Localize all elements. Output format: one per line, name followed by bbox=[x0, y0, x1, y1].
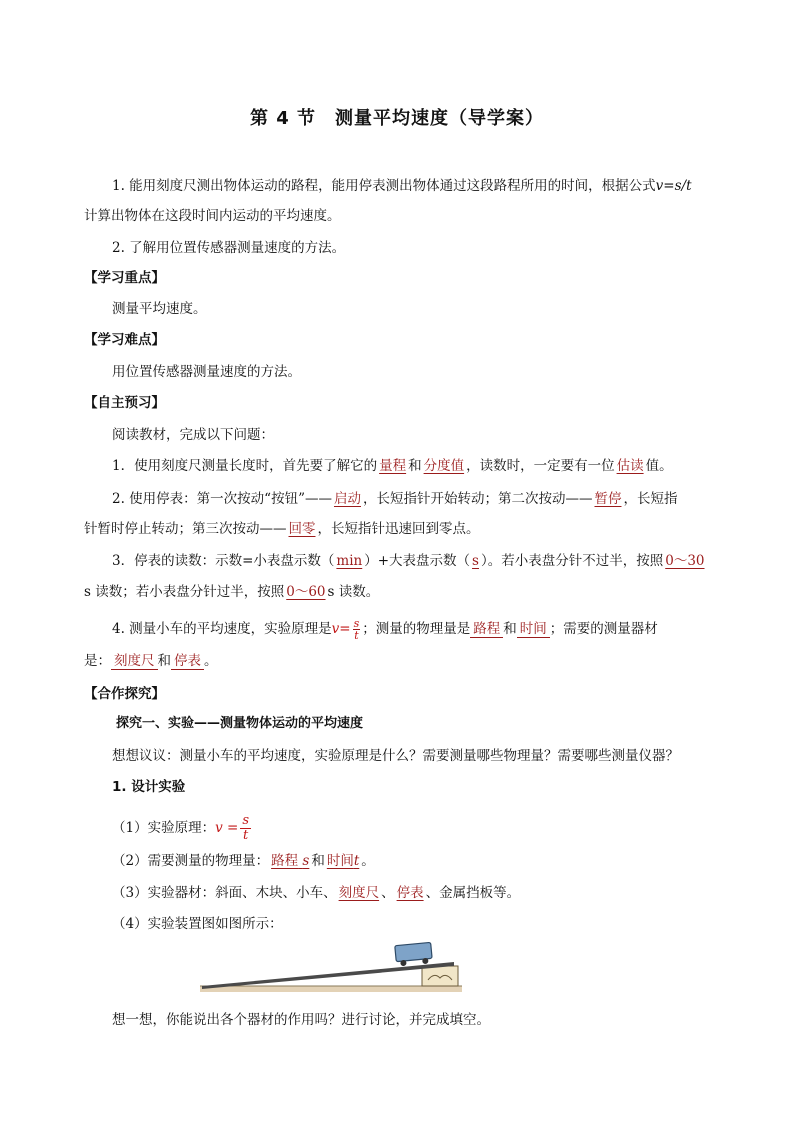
answer-reset: 回零 bbox=[288, 521, 316, 537]
answer-estimate: 估读 bbox=[616, 458, 644, 474]
principle-fraction: $\frac{s}{t}$ bbox=[242, 813, 249, 843]
answer-s: s bbox=[472, 553, 479, 569]
preview-q4: 4. 测量小车的平均速度，实验原理是v= $\frac{s}{t}$ ；测量的物理量是 路程 和 时间 ；需要的测量器材 bbox=[112, 617, 658, 642]
preview-intro: 阅读教材，完成以下问题： bbox=[112, 427, 274, 443]
answer-start: 启动 bbox=[333, 491, 361, 507]
answer-range: 量程 bbox=[379, 458, 407, 474]
step-principle: （1）实验原理：v = $\frac{s}{t}$ bbox=[112, 813, 249, 843]
think-text: 想一想，你能说出各个器材的作用吗？进行讨论，并完成填空。 bbox=[112, 1012, 490, 1028]
preview-q2: 2. 使用停表：第一次按动“按钮”—— 启动 ，长短指针开始转动；第二次按动—— 暂停 ，长短指 bbox=[112, 491, 678, 507]
answer-min: min bbox=[336, 553, 363, 569]
objective-1-cont: 计算出物体在这段时间内运动的平均速度。 bbox=[84, 208, 341, 224]
incline-board bbox=[202, 962, 454, 989]
preview-q2-cont: 针暂时停止转动；第三次按动—— 回零 ，长短指针迅速回到零点。 bbox=[84, 521, 480, 537]
answer-time: 时间 bbox=[517, 621, 550, 638]
answer-ruler-2: 刻度尺 bbox=[338, 885, 380, 901]
inquiry-title: 探究一、实验——测量物体运动的平均速度 bbox=[116, 716, 364, 731]
formula-fraction: $\frac{s}{t}$ bbox=[353, 617, 360, 642]
design-heading: 1. 设计实验 bbox=[112, 779, 186, 795]
page-title: 第 4 节 测量平均速度（导学案） bbox=[249, 108, 545, 129]
answer-distance-s: 路程 s bbox=[271, 853, 310, 869]
table-surface bbox=[200, 986, 462, 992]
preview-heading: 【自主预习】 bbox=[84, 395, 165, 411]
answer-range-30: 0～30 bbox=[665, 553, 705, 569]
difficulty-text: 用位置传感器测量速度的方法。 bbox=[112, 364, 301, 380]
cooperate-heading: 【合作探究】 bbox=[84, 686, 165, 702]
preview-q3: 3．停表的读数：示数=小表盘示数（ min ）+大表盘示数（ s ）。若小表盘分针不过半，按照 0～30 bbox=[112, 553, 705, 569]
key-point-text: 测量平均速度。 bbox=[112, 301, 207, 317]
step-equipment: （3）实验器材：斜面、木块、小车、 刻度尺 、 停表 、金属挡板等。 bbox=[112, 885, 521, 901]
formula-inline: v=s/t bbox=[655, 178, 692, 194]
incline-apparatus-diagram bbox=[196, 936, 466, 998]
wooden-block bbox=[422, 966, 458, 986]
answer-ruler: 刻度尺 bbox=[111, 653, 158, 670]
answer-stopwatch: 停表 bbox=[171, 653, 204, 670]
answer-time-t: 时间t bbox=[326, 853, 360, 869]
answer-range-60: 0～60 bbox=[286, 584, 326, 600]
discuss-text: 想想议议：测量小车的平均速度，实验原理是什么？需要测量哪些物理量？需要哪些测量仪器？ bbox=[112, 748, 679, 764]
toy-cart bbox=[395, 942, 433, 966]
answer-pause: 暂停 bbox=[594, 491, 622, 507]
preview-q4-cont: 是： 刻度尺 和 停表 。 bbox=[84, 653, 218, 669]
objective-2: 2. 了解用位置传感器测量速度的方法。 bbox=[112, 240, 346, 256]
key-point-heading: 【学习重点】 bbox=[84, 270, 165, 286]
answer-distance: 路程 bbox=[470, 621, 503, 638]
step-quantities: （2）需要测量的物理量： 路程 s 和 时间t 。 bbox=[112, 853, 375, 869]
answer-stopwatch-2: 停表 bbox=[396, 885, 424, 901]
step-diagram-intro: （4）实验装置图如图所示： bbox=[112, 916, 283, 932]
preview-q3-cont: s 读数；若小表盘分针过半，按照 0～60 s 读数。 bbox=[84, 584, 380, 600]
answer-division: 分度值 bbox=[423, 458, 465, 474]
difficulty-heading: 【学习难点】 bbox=[84, 332, 165, 348]
objective-1: 1. 能用刻度尺测出物体运动的路程，能用停表测出物体通过这段路程所用的时间，根据公式v=s/t bbox=[112, 178, 692, 194]
preview-q1: 1．使用刻度尺测量长度时，首先要了解它的 量程 和 分度值 ，读数时，一定要有一位 估读 值。 bbox=[112, 458, 673, 474]
